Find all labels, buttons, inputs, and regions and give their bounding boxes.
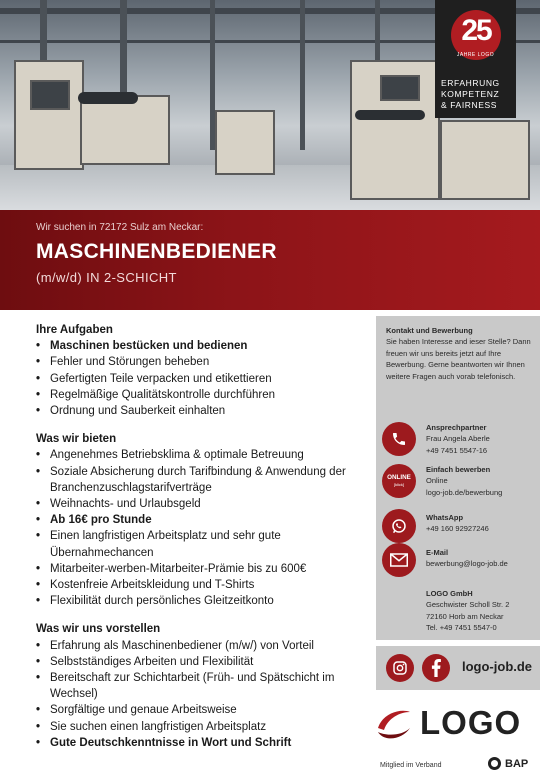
instagram-icon[interactable]	[386, 654, 414, 682]
company-address	[426, 588, 538, 634]
logo-wordmark: LOGO	[420, 704, 522, 741]
logo-mark-icon	[376, 706, 412, 742]
contact-person: Frau Angela Aberle	[426, 434, 490, 444]
online-icon-sub: [klick]	[394, 482, 404, 487]
section-title-bieten: Was wir bieten	[36, 433, 117, 446]
location-kicker: Wir suchen in 72172 Sulz am Neckar:	[36, 222, 204, 233]
claim-line: & FAIRNESS	[441, 100, 498, 110]
social-strip	[376, 646, 540, 690]
bap-icon	[488, 757, 501, 770]
bieten-list	[36, 447, 366, 609]
list-item: • Bereitschaft zur Schichtarbeit (Früh- und Spätschicht im Wechsel)	[36, 670, 366, 702]
list-item: • Fehler und Störungen beheben	[36, 354, 366, 370]
list-item: • Ordnung und Sauberkeit einhalten	[36, 403, 366, 419]
list-item: • Ab 16€ pro Stunde	[36, 512, 366, 528]
list-item: • Sorgfältige und genaue Arbeitsweise	[36, 702, 366, 718]
job-description	[36, 322, 366, 763]
section-title-vorstellen: Was wir uns vorstellen	[36, 623, 161, 636]
company-name: LOGO GmbH	[426, 589, 473, 598]
list-item: • Erfahrung als Maschinenbediener (m/w/) von Vorteil	[36, 638, 366, 654]
contact-whatsapp[interactable]	[382, 509, 538, 545]
online-url[interactable]: logo-job.de/bewerbung	[426, 487, 503, 497]
online-label: Einfach bewerben	[426, 465, 491, 474]
company-street: Geschwister Scholl Str. 2	[426, 600, 510, 610]
online-sub: Online	[426, 476, 448, 486]
whatsapp-label: WhatsApp	[426, 513, 464, 522]
whatsapp-number[interactable]: +49 160 92927246	[426, 524, 489, 534]
email-label: E-Mail	[426, 548, 449, 557]
phone-number[interactable]: +49 7451 5547-16	[426, 445, 488, 455]
bap-logo	[488, 757, 528, 770]
vorstellen-list	[36, 638, 366, 751]
contact-email[interactable]	[382, 543, 538, 579]
list-item: • Soziale Absicherung durch Tarifbindung & Anwendung der Branchenzuschlagstarifverträge	[36, 464, 366, 496]
facebook-icon[interactable]	[422, 654, 450, 682]
phone-label: Ansprechpartner	[426, 423, 487, 432]
contact-intro-text: Sie haben Interesse and ieser Stelle? Dann freuen wir uns bereits jetzt auf Ihre Bewerbung. Gerne beantworten wir Ihnen weitere Fragen auch vorab telefonisch.	[386, 337, 531, 381]
claim-line: ERFAHRUNG	[441, 78, 500, 88]
anniversary-sub: JAHRE LOGO	[456, 52, 495, 58]
anniversary-number: 25	[451, 10, 501, 60]
list-item: • Maschinen bestücken und bedienen	[36, 338, 366, 354]
contact-online[interactable]	[382, 464, 538, 504]
section-title-aufgaben: Ihre Aufgaben	[36, 324, 113, 336]
whatsapp-icon[interactable]	[382, 509, 416, 543]
company-city: 72160 Horb am Neckar	[426, 611, 504, 621]
list-item: • Kostenfreie Arbeitskleidung und T-Shirts	[36, 577, 366, 593]
list-item: • Angenehmes Betriebsklima & optimale Betreuung	[36, 447, 366, 463]
job-subtitle: (m/w/d) IN 2-SCHICHT	[36, 270, 177, 285]
list-item: • Mitarbeiter-werben-Mitarbeiter-Prämie bis zu 600€	[36, 561, 366, 577]
email-address[interactable]: bewerbung@logo-job.de	[426, 559, 508, 569]
list-item: • Flexibilität durch persönliches Gleitzeitkonto	[36, 593, 366, 609]
list-item: • Weihnachts- und Urlaubsgeld	[36, 496, 366, 512]
company-phone[interactable]: Tel. +49 7451 5547-0	[426, 623, 497, 633]
anniversary-badge	[435, 0, 516, 118]
anniversary-claims	[441, 78, 513, 111]
list-item: • Regelmäßige Qualitätskontrolle durchführen	[36, 387, 366, 403]
contact-intro	[386, 325, 534, 382]
bap-text: BAP	[505, 757, 529, 770]
aufgaben-list	[36, 338, 366, 419]
title-banner	[0, 210, 540, 310]
website-link[interactable]: logo-job.de	[462, 659, 533, 674]
mail-icon[interactable]	[382, 543, 416, 577]
membership-note: Mitglied im Verband	[380, 762, 442, 769]
list-item: • Einen langfristigen Arbeitsplatz und sehr gute Übernahmechancen	[36, 528, 366, 560]
contact-title: Kontakt und Bewerbung	[386, 326, 473, 335]
contact-box	[376, 316, 540, 640]
online-icon-text: ONLINE	[387, 474, 411, 481]
online-apply-icon[interactable]	[382, 464, 416, 498]
list-item: • Gefertigten Teile verpacken und etikettieren	[36, 371, 366, 387]
list-item: • Selbstständiges Arbeiten und Flexibilität	[36, 654, 366, 670]
company-logo	[376, 700, 540, 748]
phone-icon[interactable]	[382, 422, 416, 456]
list-item: • Gute Deutschkenntnisse in Wort und Schrift	[36, 735, 366, 751]
list-item: • Sie suchen einen langfristigen Arbeitsplatz	[36, 719, 366, 735]
job-title: MASCHINENBEDIENER	[36, 240, 277, 263]
claim-line: KOMPETENZ	[441, 89, 500, 99]
contact-phone[interactable]	[382, 422, 538, 462]
